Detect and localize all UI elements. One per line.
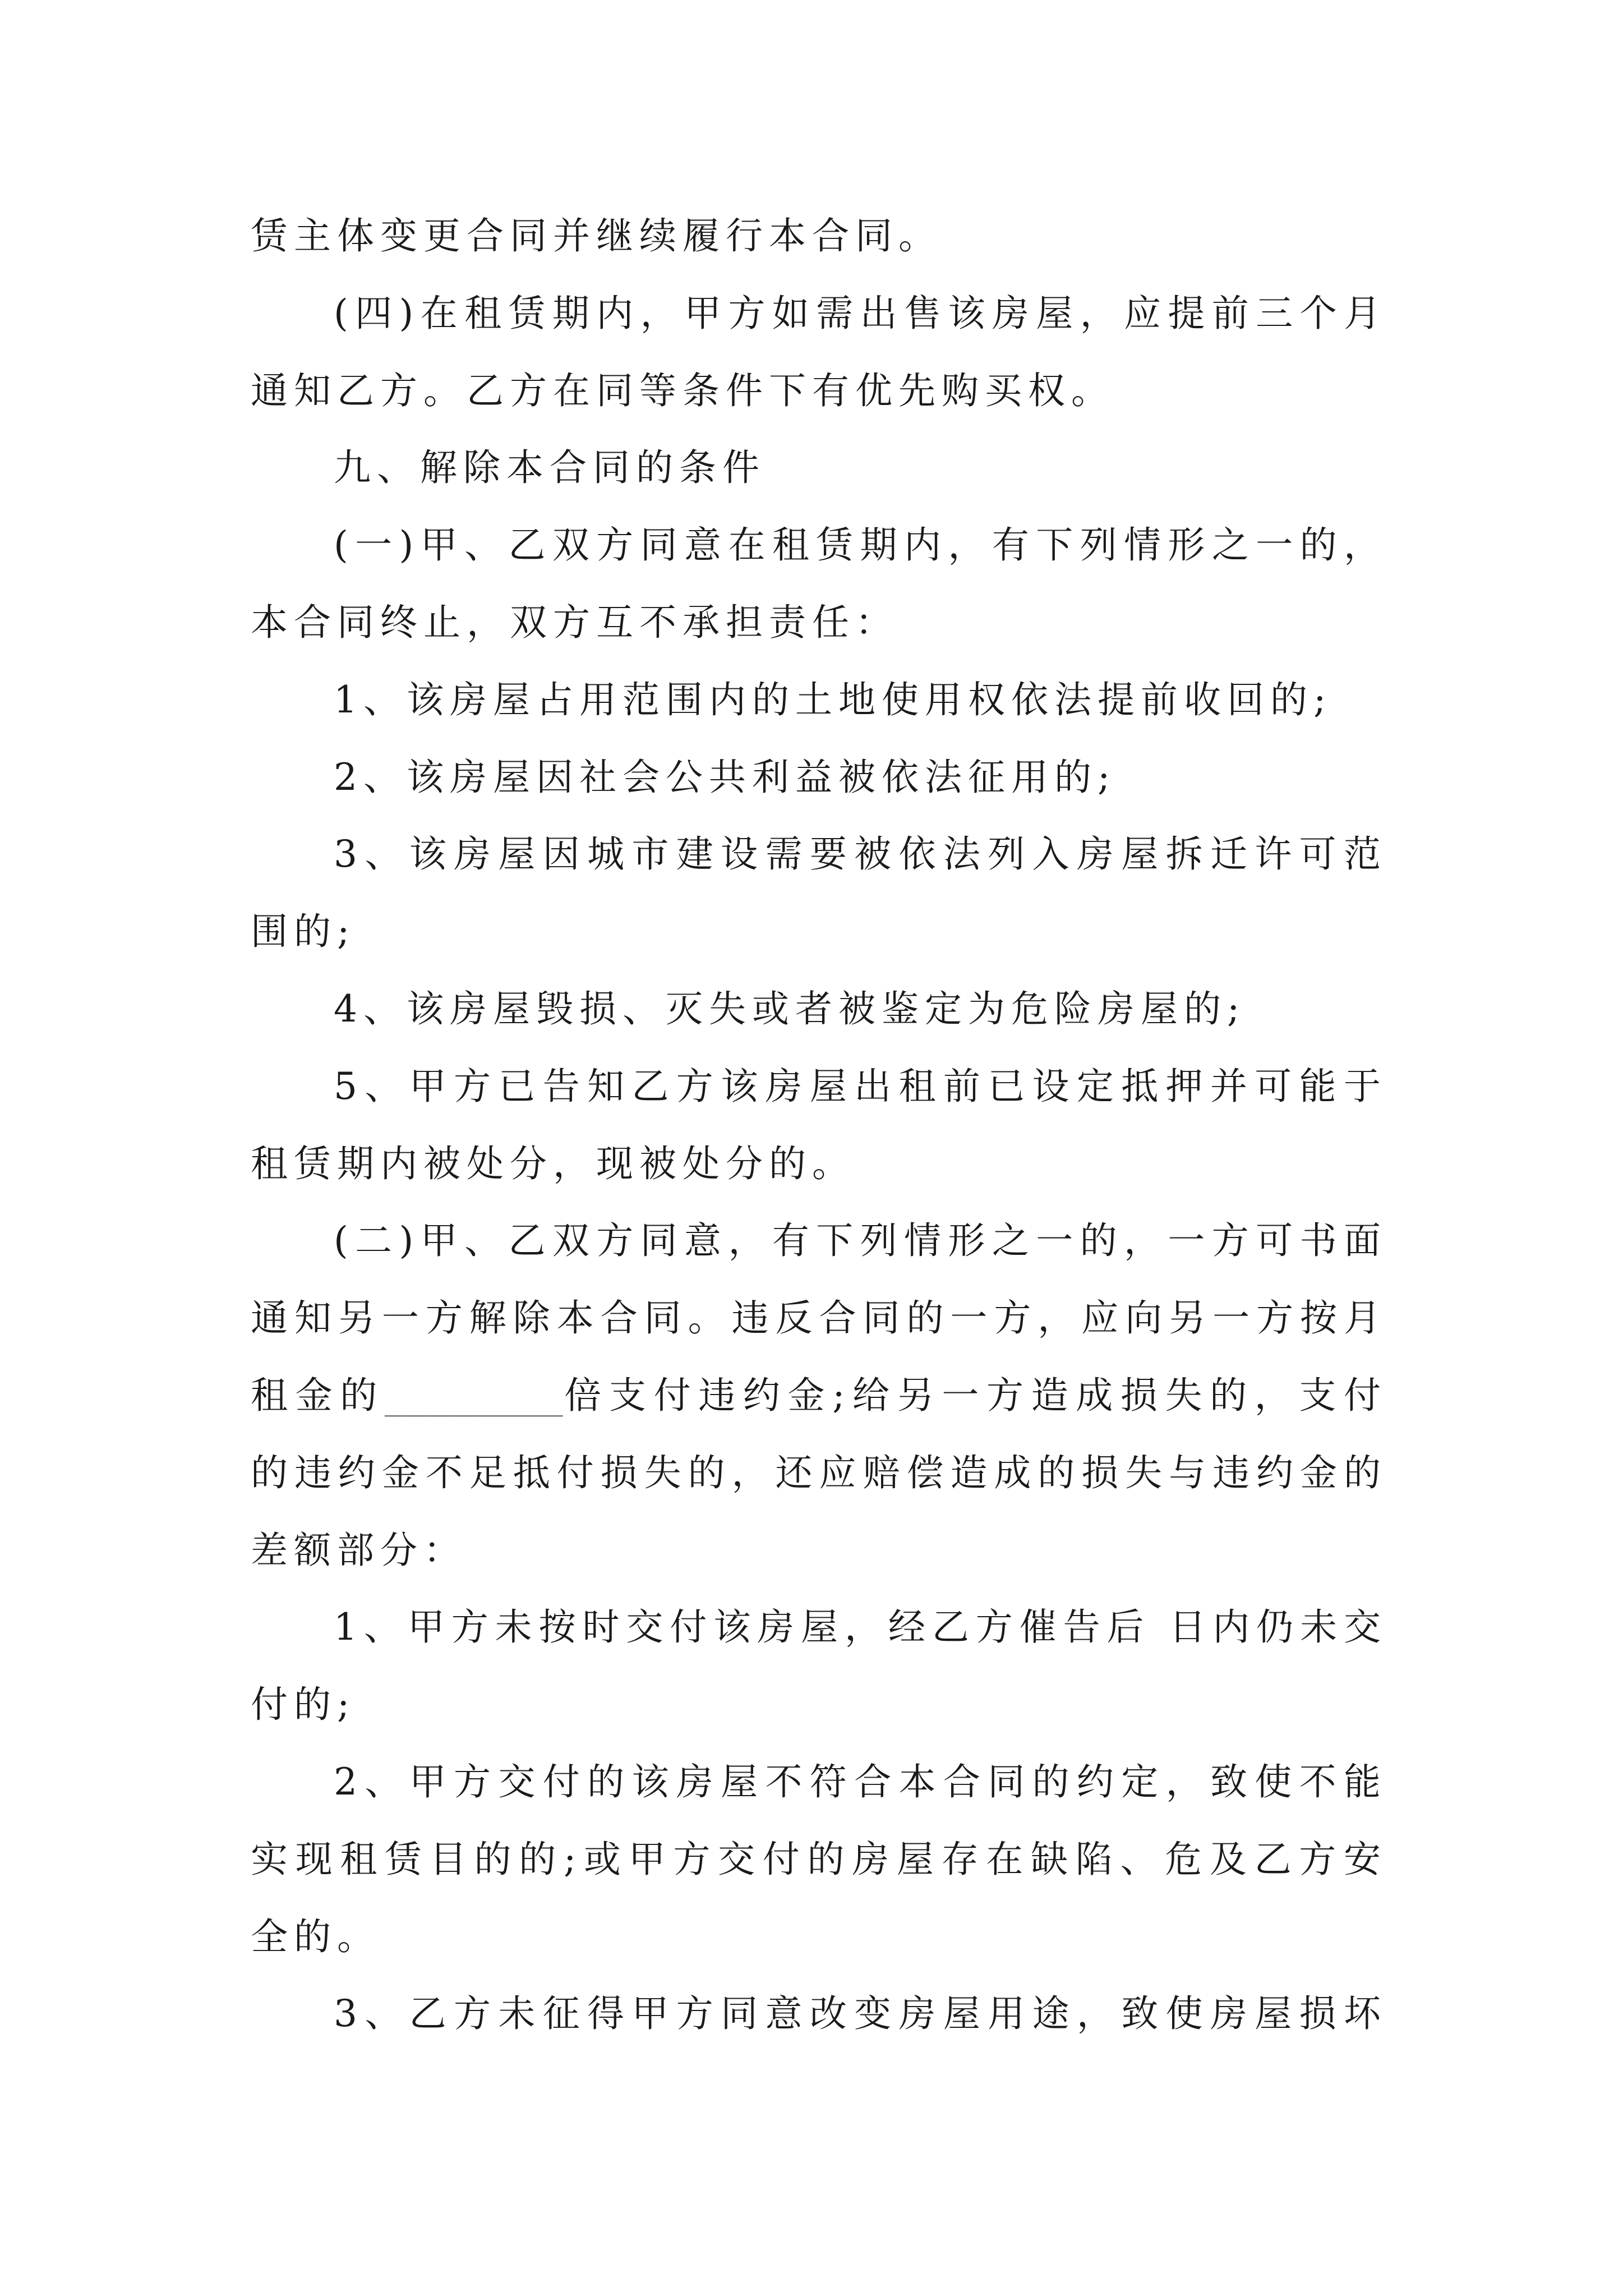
section-heading bbox=[251, 429, 1387, 507]
text-line: 差额部分： bbox=[251, 1528, 467, 1572]
paragraph bbox=[251, 507, 1387, 661]
text-line: 通知乙方。乙方在同等条件下有优先购买权。 bbox=[251, 369, 1114, 412]
text-line: 2、该房屋因社会公共利益被依法征用的; bbox=[334, 755, 1117, 799]
list-item bbox=[251, 1975, 1387, 2053]
text-line: 围的; bbox=[251, 910, 356, 954]
text-line: 九、解除本合同的条件 bbox=[334, 446, 766, 490]
text-line: 3、该房屋因城市建设需要被依法列入房屋拆迁许可范 bbox=[334, 832, 1387, 876]
paragraph bbox=[251, 197, 1387, 275]
text-line: 通知另一方解除本合同。违反合同的一方，应向另一方按月 bbox=[251, 1296, 1387, 1340]
list-item bbox=[251, 661, 1387, 739]
text-line: 全的。 bbox=[251, 1915, 380, 1958]
text-line: (一)甲、乙双方同意在租赁期内，有下列情形之一的， bbox=[334, 523, 1387, 567]
list-item bbox=[251, 739, 1387, 816]
text-line: 1、该房屋占用范围内的土地使用权依法提前收回的; bbox=[334, 678, 1332, 721]
text-line: 1、甲方未按时交付该房屋，经乙方催告后 日内仍未交 bbox=[334, 1605, 1387, 1649]
list-item bbox=[251, 970, 1387, 1048]
list-item bbox=[251, 816, 1387, 970]
fill-in-blank: ________ bbox=[384, 1373, 563, 1417]
text-line: 付的; bbox=[251, 1683, 356, 1727]
text-line: 3、乙方未征得甲方同意改变房屋用途，致使房屋损坏 bbox=[334, 1992, 1387, 2036]
text-line: 赁主体变更合同并继续履行本合同。 bbox=[251, 214, 942, 257]
list-item bbox=[251, 1048, 1387, 1203]
text-line: 本合同终止，双方互不承担责任： bbox=[251, 600, 898, 644]
list-item bbox=[251, 1743, 1387, 1975]
list-item bbox=[251, 1589, 1387, 1743]
text-run: 租金的 bbox=[251, 1373, 385, 1417]
text-line: 4、该房屋毁损、灭失或者被鉴定为危险房屋的; bbox=[334, 987, 1246, 1030]
text-line bbox=[251, 1357, 1387, 1434]
paragraph bbox=[251, 275, 1387, 430]
text-line: (四)在租赁期内，甲方如需出售该房屋，应提前三个月 bbox=[334, 291, 1387, 335]
text-line: (二)甲、乙双方同意，有下列情形之一的，一方可书面 bbox=[334, 1219, 1387, 1263]
text-run: 倍支付违约金;给另一方造成损失的，支付 bbox=[562, 1373, 1387, 1417]
text-line: 5、甲方已告知乙方该房屋出租前已设定抵押并可能于 bbox=[334, 1064, 1387, 1108]
text-line: 实现租赁目的的;或甲方交付的房屋存在缺陷、危及乙方安 bbox=[251, 1837, 1387, 1881]
text-line: 2、甲方交付的该房屋不符合本合同的约定，致使不能 bbox=[334, 1760, 1387, 1803]
document-body bbox=[251, 197, 1387, 2053]
text-line: 的违约金不足抵付损失的，还应赔偿造成的损失与违约金的 bbox=[251, 1451, 1387, 1494]
paragraph bbox=[251, 1202, 1387, 1589]
text-line: 租赁期内被处分，现被处分的。 bbox=[251, 1142, 855, 1185]
